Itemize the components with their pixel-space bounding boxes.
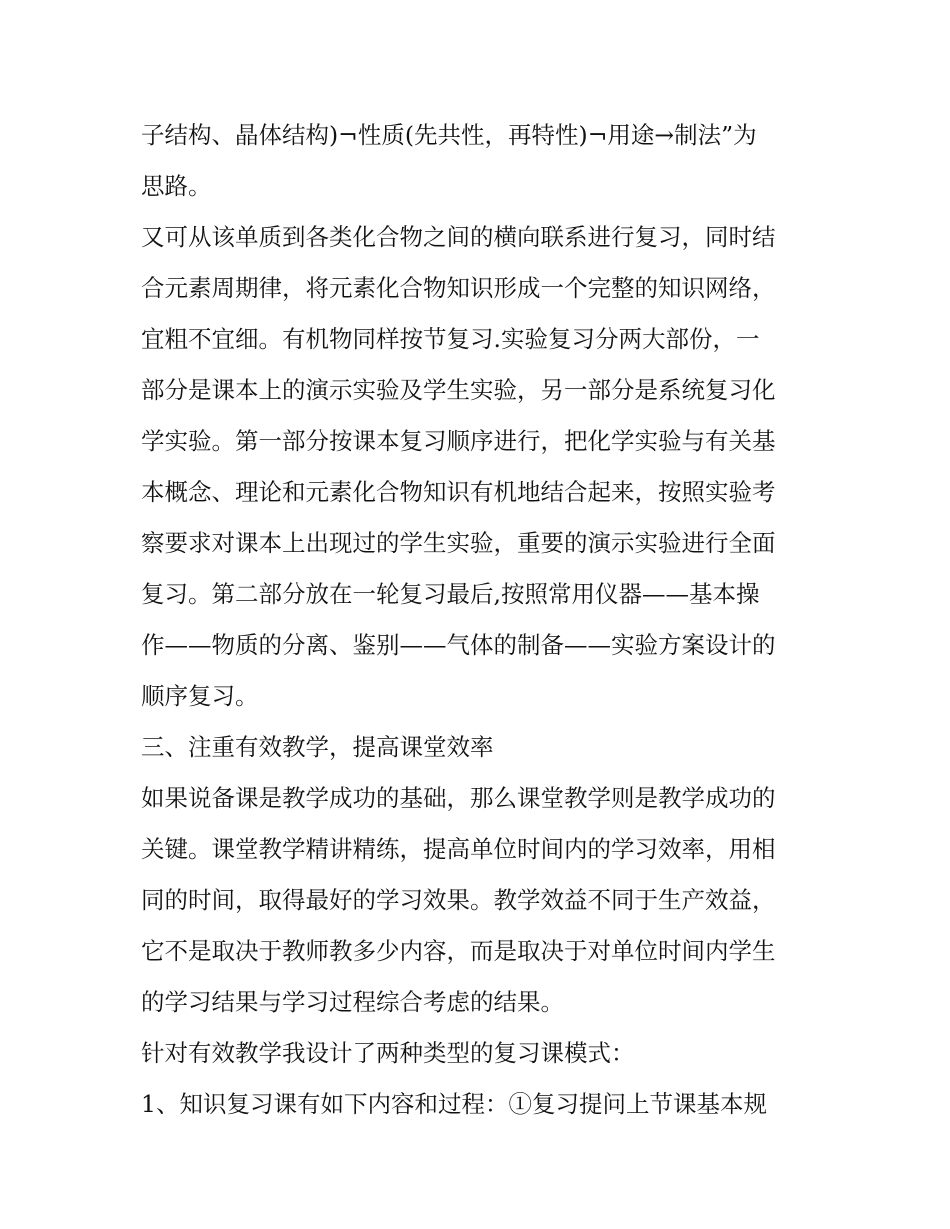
text-line: 关键。课堂教学精讲精练，提高单位时间内的学习效率，用相 [141,835,776,863]
text-line: 察要求对课本上出现过的学生实验，重要的演示实验进行全面 [141,529,776,557]
text-line: 合元素周期律，将元素化合物知识形成一个完整的知识网络， [141,274,776,302]
text-line: 顺序复习。 [141,682,259,710]
text-line: 学实验。第一部分按课本复习顺序进行，把化学实验与有关基 [141,427,776,455]
text-line: 思路。 [141,172,212,200]
text-line: 作——物质的分离、鉴别——气体的制备——实验方案设计的 [141,631,776,659]
paragraph-line: 针对有效教学我设计了两种类型的复习课模式： [141,1039,635,1067]
paragraph-line: 又可从该单质到各类化合物之间的横向联系进行复习，同时结 [141,223,776,251]
text-line: 的学习结果与学习过程综合考虑的结果。 [141,988,564,1016]
document-body [141,110,821,1130]
text-line: 部分是课本上的演示实验及学生实验，另一部分是系统复习化 [141,376,776,404]
text-line: 本概念、理论和元素化合物知识有机地结合起来，按照实验考 [141,478,776,506]
text-line: 同的时间，取得最好的学习效果。教学效益不同于生产效益， [141,886,776,914]
text-line: 复习。第二部分放在一轮复习最后,按照常用仪器——基本操 [141,580,760,608]
section-heading: 三、注重有效教学，提高课堂效率 [141,733,494,761]
text-line: 宜粗不宜细。有机物同样按节复习.实验复习分两大部份，一 [141,325,760,353]
text-line: 子结构、晶体结构)¬性质(先共性，再特性)¬用途→制法”为 [141,121,757,149]
text-line: 它不是取决于教师教多少内容，而是取决于对单位时间内学生 [141,937,776,965]
list-item-line: 1、知识复习课有如下内容和过程：①复习提问上节课基本规 [141,1090,767,1118]
paragraph-line: 如果说备课是教学成功的基础，那么课堂教学则是教学成功的 [141,784,776,812]
